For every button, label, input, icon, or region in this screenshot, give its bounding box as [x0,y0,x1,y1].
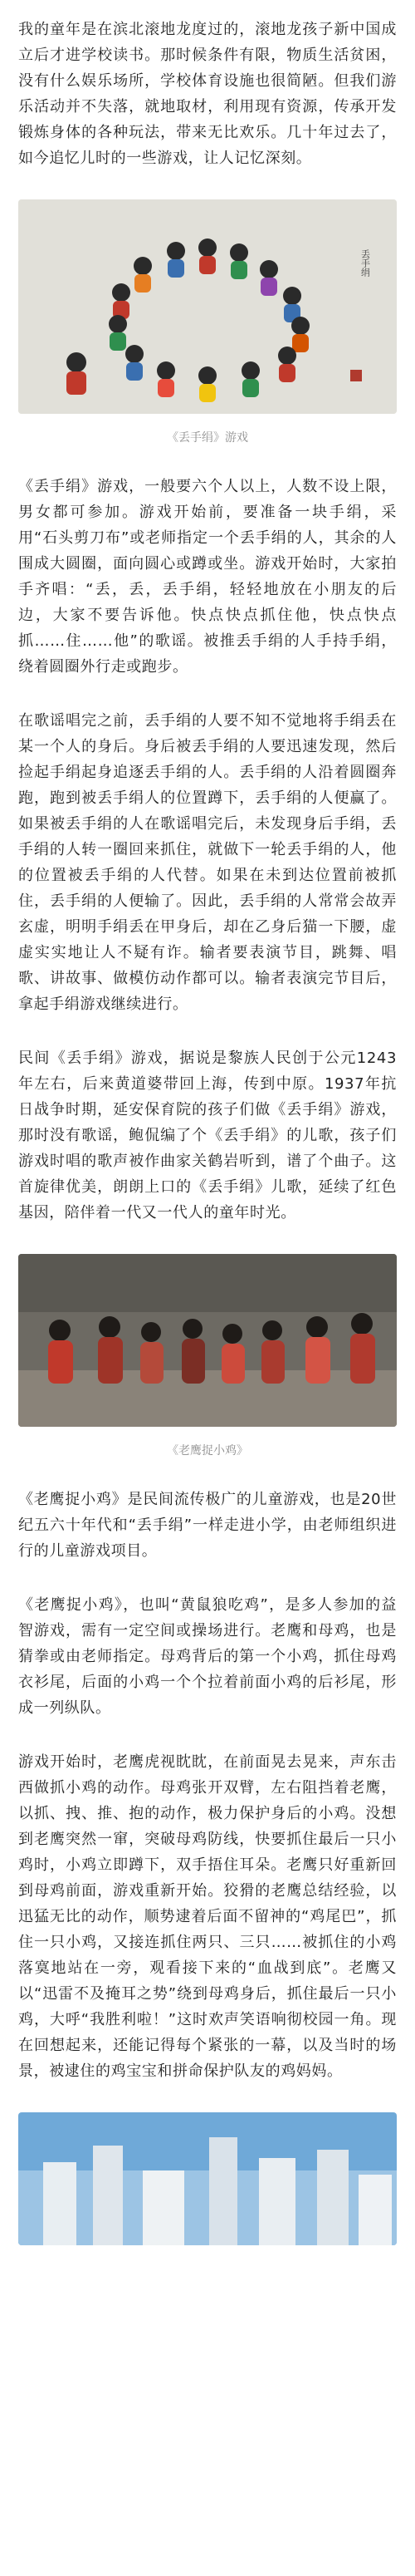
paragraph-laoying-play: 游戏开始时，老鹰虎视眈眈，在前面晃去晃来，声东击西做抓小鸡的动作。母鸡张开双臂，左右阻挡着老鹰，以抓、拽、推、抱的动作，极力保护身后的小鸡。没想到老鹰突然一窜，突破母鸡防线，快要抓住最后一只小鸡时，小鸡立即蹲下，双手捂住耳朵。老鹰只好重新回到母鸡前面，游戏重新开始。狡猾的老鹰总结经验，以迅猛无比的动作，顺势逮着后面不留神的“鸡尾巴”，抓住一只小鸡，又接连抓住两只、三只……被抓住的小鸡落寞地站在一旁，观看接下来的“血战到底”。老鹰又以“迅雷不及掩耳之势”绕到母鸡身后，抓住最后一只小鸡，大呼“我胜利啦！”这时欢声笑语响彻校园一角。现在回想起来，还能记得每个紧张的一幕，以及当时的场景，被逮住的鸡宝宝和拼命保护队友的鸡妈妈。 [18,1753,397,2080]
figure-caption: 《老鹰捉小鸡》 [167,1444,248,1458]
paragraph-diushoujuan-play: 在歌谣唱完之前，丢手绢的人要不知不觉地将手绢丢在某一个人的身后。身后被丢手绢的人要迅速发现，然后捡起手绢起身追逐丢手绢的人。丢手绢的人沿着圆圈奔跑，跑到被丢手绢人的位置蹲下，丢手绢的人便赢了。如果被丢手绢的人在歌谣唱完后，未发现身后手绢，丢手绢的人转一圈回来抓住，就做下一轮丢手绢的人，他的位置被丢手绢的人代替。如果在未到达位置前被抓住，丢手绢的人便输了。因此，丢手绢的人常常会故弄玄虚，明明手绢丢在甲身后，却在乙身后猫一下腰，虚虚实实地让人不疑有诈。输者要表演节目，跳舞、唱歌、讲故事、做模仿动作都可以。输者表演完节目后，拿起手绢游戏继续进行。 [18,712,397,1013]
paragraph-diushoujuan-rules: 《丢手绢》游戏，一般要六个人以上，人数不设上限，男女都可参加。游戏开始前，要准备一块手绢，采用“石头剪刀布”或老师指定一个丢手绢的人，其余的人围成大圆圈，面向圆心或蹲或坐。游戏开始时，大家拍手齐唱：“丢，丢，丢手绢，轻轻地放在小朋友的后边，大家不要告诉他。快点快点抓住他，快点快点抓……住……他”的歌谣。被推丢手绢的人手持手绢，绕着圆圈外行走或跑步。 [18,478,397,676]
paragraph-laoying-intro: 《老鹰捉小鸡》是民间流传极广的儿童游戏，也是20世纪五六十年代和“丢手绢”一样走进小学，由老师组织进行的儿童游戏项目。 [18,1491,397,1560]
image-children-line-photo [18,1254,397,1427]
paragraph-diushoujuan-history: 民间《丢手绢》游戏，据说是黎族人民创于公元1243年左右，后来黄道婆带回上海，传到中原。1937年抗日战争时期，延安保育院的孩子们做《丢手绢》游戏，那时没有歌谣，鲍侃编了个《丢手绢》的儿歌，孩子们游戏时唱的歌声被作曲家关鹤岩听到，谱了个曲子。这首旋律优美，朗朗上口的《丢手绢》儿歌，延续了红色基因，陪伴着一代又一代人的童年时光。 [18,1050,397,1222]
figure-diushoujuan [18,199,397,445]
paragraph-laoying-rules: 《老鹰捉小鸡》，也叫“黄鼠狼吃鸡”，是多人参加的益智游戏，需有一定空间或操场进行。老鹰和母鸡，也是猜拳或由老师指定。母鸡背后的第一个小鸡，抓住母鸡衣衫尾，后面的小鸡一个个拉着前面小鸡的后衫尾，形成一列纵队。 [18,1596,397,1717]
image-city-skyline [18,2112,397,2245]
paragraph-intro: 我的童年是在滨北滚地龙度过的，滚地龙孩子新中国成立后才进学校读书。那时候条件有限，物质生活贫困，没有什么娱乐场所，学校体育设施也很简陋。但我们游乐活动并不失落，就地取材，利用现有资源，传承开发锻炼身体的各种玩法，带来无比欢乐。几十年过去了，如今追忆儿时的一些游戏，让人记忆深刻。 [18,21,397,167]
figure-laoying [18,1254,397,1458]
image-children-circle-painting [18,199,397,414]
figure-city [18,2112,397,2245]
figure-caption: 《丢手绢》游戏 [167,431,248,445]
svg-text:丢手绢: 丢手绢 [359,249,371,277]
